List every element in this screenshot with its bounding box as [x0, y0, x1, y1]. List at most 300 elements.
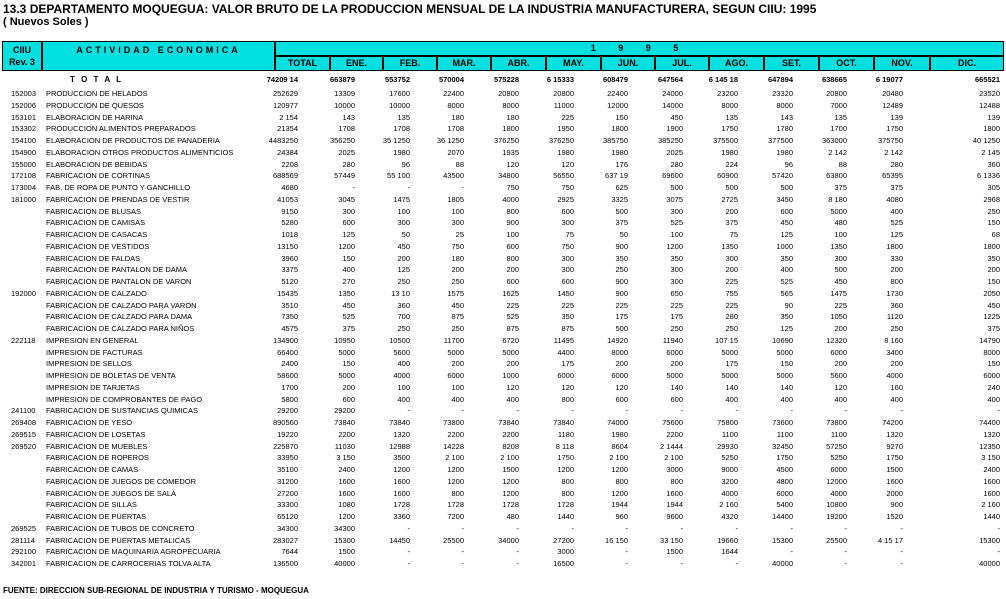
cell-set: 143 — [780, 112, 793, 122]
cell-nov: - — [900, 559, 903, 568]
cell-set: 1000 — [776, 241, 793, 251]
cell-abr: 750 — [506, 183, 519, 192]
cell-set: 500 — [780, 183, 793, 192]
cell-oct: 1350 — [830, 241, 847, 251]
cell-mar: 1728 — [447, 500, 464, 510]
cell-jul: - — [680, 559, 683, 568]
activity-name: FABRICACION DE JUEGOS DE SALA — [46, 488, 177, 498]
page-title: 13.3 DEPARTAMENTO MOQUEGUA: VALOR BRUTO DE LA PRODUCCION MENSUAL DE LA INDUSTRIA MANUFACTURERA, SEGUN CIIU: 1995 — [3, 2, 817, 16]
cell-nov: - — [900, 547, 903, 557]
cell-feb: 1320 — [393, 429, 410, 439]
cell-set: 96 — [784, 159, 793, 169]
cell-jun: 900 — [615, 288, 628, 298]
cell-abr: 100 — [506, 230, 519, 239]
cell-may: 800 — [561, 488, 574, 498]
cell-ago: 6 145 18 — [708, 75, 738, 84]
cell-oct: 300 — [834, 253, 847, 263]
header-col-6: JUN. — [601, 56, 655, 71]
cell-dic: 23520 — [979, 89, 1000, 98]
cell-nov: 400 — [890, 206, 903, 216]
table-row — [0, 476, 1006, 488]
cell-total: 2400 — [281, 359, 298, 369]
cell-nov: - — [900, 406, 903, 416]
cell-oct: 5250 — [830, 453, 847, 463]
cell-set: 15300 — [772, 535, 793, 545]
cell-nov: 280 — [890, 159, 903, 169]
cell-jun: - — [625, 547, 628, 557]
table-row — [0, 217, 1006, 229]
cell-set: 350 — [780, 312, 793, 322]
cell-jul: 225 — [670, 300, 683, 310]
cell-ene: 3 150 — [336, 453, 355, 463]
cell-may: 750 — [561, 241, 574, 251]
cell-mar: - — [461, 559, 464, 568]
table-row — [0, 229, 1006, 241]
cell-jul: 5000 — [666, 371, 683, 380]
cell-mar: 1575 — [447, 288, 464, 298]
activity-name: FABRICACION DE VESTIDOS — [46, 241, 150, 251]
cell-set: 350 — [780, 253, 793, 263]
total-row — [0, 74, 1006, 88]
cell-feb: 13 10 — [391, 288, 410, 298]
ciiu-code: 269515 — [11, 429, 37, 439]
cell-jun: 600 — [615, 394, 628, 404]
table-row — [0, 382, 1006, 394]
cell-mar: 2 100 — [445, 453, 464, 463]
cell-may: 1980 — [557, 147, 574, 157]
cell-feb: 14450 — [389, 535, 410, 545]
cell-oct: 120 — [834, 382, 847, 392]
cell-abr: 600 — [506, 277, 519, 286]
cell-jul: 3075 — [666, 194, 683, 204]
cell-abr: 8000 — [502, 100, 519, 110]
cell-ene: 1500 — [338, 547, 355, 557]
cell-jul: 2200 — [666, 429, 683, 439]
cell-jun: 12000 — [607, 100, 628, 110]
cell-dic: 15300 — [979, 535, 1000, 545]
cell-dic: 1600 — [983, 488, 1000, 498]
cell-abr: 5000 — [502, 347, 519, 357]
cell-ago: 60900 — [717, 171, 738, 181]
cell-total: 34300 — [277, 523, 298, 533]
cell-total: 4680 — [281, 183, 298, 192]
cell-jun: 1944 — [611, 500, 628, 510]
cell-feb: 450 — [397, 241, 410, 251]
cell-oct: 100 — [834, 230, 847, 239]
cell-total: 5800 — [281, 394, 298, 404]
cell-mar: 1708 — [447, 124, 464, 134]
cell-oct: 200 — [834, 324, 847, 333]
cell-nov: 375 — [890, 183, 903, 192]
cell-feb: 1200 — [393, 465, 410, 474]
cell-ene: 143 — [342, 112, 355, 122]
cell-ene: 1080 — [338, 500, 355, 510]
cell-nov: 525 — [890, 218, 903, 228]
activity-name: FABRICACION DE CORTINAS — [46, 171, 151, 181]
table-row — [0, 347, 1006, 359]
cell-feb: 100 — [397, 382, 410, 392]
cell-total: 21354 — [277, 124, 298, 134]
cell-nov: 360 — [890, 300, 903, 310]
header-rev-label: Rev. 3 — [9, 57, 35, 67]
cell-feb: 96 — [401, 159, 410, 169]
cell-jun: 637 19 — [605, 171, 628, 181]
cell-ene: 2400 — [338, 465, 355, 474]
cell-jun: 1800 — [611, 124, 628, 134]
cell-feb: 1600 — [393, 476, 410, 486]
cell-may: 350 — [561, 312, 574, 322]
cell-ago: - — [735, 523, 738, 533]
cell-feb: 135 — [397, 112, 410, 122]
cell-ene: 1600 — [338, 476, 355, 486]
cell-ene: 11030 — [334, 441, 355, 451]
cell-total: 41053 — [277, 194, 298, 204]
cell-dic: 3 150 — [981, 453, 1000, 463]
cell-ago: 23200 — [717, 89, 738, 98]
cell-ago: 1350 — [721, 241, 738, 251]
cell-ago: 2725 — [721, 194, 738, 204]
cell-jun: 1980 — [611, 147, 628, 157]
table-row — [0, 558, 1006, 570]
cell-dic: 2 160 — [981, 500, 1000, 510]
table-row — [0, 511, 1006, 523]
cell-dic: 2050 — [983, 288, 1000, 298]
cell-feb: 10000 — [389, 100, 410, 110]
cell-nov: 400 — [890, 394, 903, 404]
cell-feb: 400 — [397, 359, 410, 369]
cell-dic: 8000 — [983, 347, 1000, 357]
cell-abr: 4000 — [502, 194, 519, 204]
cell-dic: 12488 — [979, 100, 1000, 110]
cell-abr: - — [516, 406, 519, 416]
cell-ene: 375 — [342, 324, 355, 333]
cell-ago: 280 — [725, 312, 738, 322]
cell-oct: 1050 — [830, 312, 847, 322]
cell-oct: 25500 — [826, 535, 847, 545]
cell-abr: 900 — [506, 218, 519, 228]
table-row — [0, 147, 1006, 159]
activity-name: FABRICACION DE MAQUINARIA AGROPECUARIA — [46, 547, 221, 557]
cell-may: - — [571, 523, 574, 533]
cell-ene: 356250 — [329, 136, 355, 145]
table-row — [0, 135, 1006, 147]
cell-ene: 450 — [342, 300, 355, 310]
cell-jun: 150 — [615, 112, 628, 122]
cell-mar: - — [461, 406, 464, 416]
cell-mar: 2070 — [447, 147, 464, 157]
cell-ene: 400 — [342, 265, 355, 275]
table-row — [0, 170, 1006, 182]
cell-set: 8000 — [776, 100, 793, 110]
cell-ene: 600 — [342, 394, 355, 404]
cell-mar: 88 — [455, 159, 464, 169]
cell-jul: 14000 — [662, 100, 683, 110]
activity-name: PRODUCCION DE HELADOS — [46, 89, 148, 98]
activity-name: IMPRESION EN GENERAL — [46, 335, 139, 345]
cell-set: 4800 — [776, 476, 793, 486]
activity-name: FABRICACION DE CALZADO PARA NIÑOS — [46, 324, 195, 333]
cell-mar: 14228 — [443, 441, 464, 451]
table-row — [0, 535, 1006, 547]
cell-total: 19220 — [277, 429, 298, 439]
cell-ene: 1200 — [338, 512, 355, 521]
cell-total: 225870 — [272, 441, 298, 451]
cell-may: 376250 — [548, 136, 574, 145]
cell-dic: 250 — [987, 206, 1000, 216]
cell-set: 5400 — [776, 500, 793, 510]
cell-set: 4500 — [776, 465, 793, 474]
cell-jun: 22400 — [607, 89, 628, 98]
activity-name: IMPRESION DE BOLETAS DE VENTA — [46, 371, 176, 380]
cell-nov: 4000 — [886, 371, 903, 380]
cell-jul: 9600 — [666, 512, 683, 521]
cell-oct: 20800 — [826, 89, 847, 98]
cell-jul: 385250 — [657, 136, 683, 145]
cell-ene: 40000 — [334, 559, 355, 568]
cell-feb: 3500 — [393, 453, 410, 463]
header-col-7: JUL. — [655, 56, 709, 71]
cell-jul: 33 150 — [660, 535, 683, 545]
cell-ago: 29930 — [717, 441, 738, 451]
cell-may: 800 — [561, 476, 574, 486]
cell-feb: 250 — [397, 324, 410, 333]
cell-dic: 74400 — [979, 418, 1000, 427]
ciiu-code: 153101 — [11, 112, 37, 122]
cell-mar: 6000 — [447, 371, 464, 380]
activity-name: FABRICACION DE CALZADO PARA VARON — [46, 300, 197, 310]
cell-may: 2925 — [557, 194, 574, 204]
cell-mar: - — [461, 523, 464, 533]
cell-ago: 225 — [725, 300, 738, 310]
cell-dic: 150 — [987, 277, 1000, 286]
header-col-9: SET. — [764, 56, 819, 71]
cell-jul: 350 — [670, 253, 683, 263]
cell-abr: 180 — [506, 112, 519, 122]
cell-dic: 1225 — [983, 312, 1000, 322]
cell-abr: 600 — [506, 241, 519, 251]
header-ciiu — [2, 41, 42, 71]
cell-oct: 225 — [834, 300, 847, 310]
cell-ene: 5000 — [338, 347, 355, 357]
cell-nov: 1600 — [886, 476, 903, 486]
cell-feb: 17600 — [389, 89, 410, 98]
cell-nov: 8 160 — [884, 335, 903, 345]
cell-jul: 800 — [670, 476, 683, 486]
cell-total: 4483250 — [268, 136, 298, 145]
ciiu-code: 152006 — [11, 100, 37, 110]
activity-name: ELABORACION OTROS PRODUCTOS ALIMENTICIOS — [46, 147, 234, 157]
cell-jul: 69600 — [662, 171, 683, 181]
table-row — [0, 159, 1006, 171]
cell-may: - — [571, 406, 574, 416]
cell-oct: 5600 — [830, 371, 847, 380]
cell-mar: 800 — [451, 488, 464, 498]
activity-name: FABRICACION DE PUERTAS — [46, 512, 147, 521]
cell-jul: 600 — [670, 394, 683, 404]
cell-mar: 11700 — [443, 335, 464, 345]
cell-feb: 250 — [397, 277, 410, 286]
cell-may: 1450 — [557, 288, 574, 298]
ciiu-code: 269520 — [11, 441, 37, 451]
cell-jun: 800 — [615, 476, 628, 486]
cell-jun: 74000 — [607, 418, 628, 427]
cell-ene: 10000 — [334, 100, 355, 110]
cell-nov: 20480 — [882, 89, 903, 98]
cell-feb: 553752 — [384, 75, 410, 84]
cell-total: 24384 — [277, 147, 298, 157]
cell-feb: 50 — [401, 230, 410, 239]
cell-may: 20800 — [553, 89, 574, 98]
cell-jun: 6000 — [611, 371, 628, 380]
activity-name: IMPRESION DE COMPROBANTES DE PAGO — [46, 394, 203, 404]
activity-name: FABRICACION DE PANTALON DE DAMA — [46, 265, 187, 275]
cell-dic: 360 — [987, 159, 1000, 169]
cell-feb: 5600 — [393, 347, 410, 357]
cell-ago: 1644 — [721, 547, 738, 557]
activity-name: ELABORACION DE BEBIDAS — [46, 159, 148, 169]
cell-dic: 240 — [987, 382, 1000, 392]
cell-may: 73840 — [553, 418, 574, 427]
cell-may: 6000 — [557, 371, 574, 380]
cell-dic: 375 — [987, 324, 1000, 333]
cell-mar: 36 1250 — [436, 136, 464, 145]
activity-name: FAB. DE ROPA DE PUNTO Y GANCHILLO — [46, 183, 191, 192]
table-row — [0, 523, 1006, 535]
activity-name: FABRICACION DE LOSETAS — [46, 429, 146, 439]
cell-jul: 1600 — [666, 488, 683, 498]
cell-ago: 5250 — [721, 453, 738, 463]
cell-nov: 1500 — [886, 465, 903, 474]
cell-feb: 4000 — [393, 371, 410, 380]
cell-abr: 20800 — [498, 89, 519, 98]
cell-feb: 200 — [397, 253, 410, 263]
header-col-5: MAY. — [546, 56, 601, 71]
cell-mar: 8000 — [447, 100, 464, 110]
ciiu-code: 292100 — [11, 547, 37, 557]
cell-may: 11000 — [553, 100, 574, 110]
table-row — [0, 405, 1006, 417]
cell-abr: 376250 — [493, 136, 519, 145]
activity-name: ELABORACION DE HARINA — [46, 112, 144, 122]
cell-dic: 1800 — [983, 124, 1000, 134]
cell-may: 300 — [561, 218, 574, 228]
cell-nov: 2000 — [886, 488, 903, 498]
cell-mar: - — [461, 547, 464, 557]
cell-nov: 65395 — [882, 171, 903, 181]
cell-feb: 125 — [397, 265, 410, 275]
activity-name: FABRICACION DE PANTALON DE VARON — [46, 277, 192, 286]
cell-dic: - — [997, 547, 1000, 557]
cell-ene: 57449 — [334, 171, 355, 181]
cell-jun: 385750 — [602, 136, 628, 145]
cell-mar: 2200 — [447, 429, 464, 439]
cell-oct: - — [844, 523, 847, 533]
cell-ago: 224 — [725, 159, 738, 169]
cell-total: 1700 — [281, 382, 298, 392]
cell-jun: 608479 — [602, 75, 628, 84]
cell-may: 300 — [561, 265, 574, 275]
header-col-1: ENE. — [330, 56, 383, 71]
cell-abr: 8208 — [502, 441, 519, 451]
table-row — [0, 241, 1006, 253]
cell-nov: 125 — [890, 230, 903, 239]
cell-nov: 1730 — [886, 288, 903, 298]
table-row — [0, 88, 1006, 100]
table-row — [0, 335, 1006, 347]
cell-ago: 375 — [725, 218, 738, 228]
cell-ago: 75800 — [717, 418, 738, 427]
cell-jun: 14920 — [607, 335, 628, 345]
cell-nov: 1120 — [886, 312, 903, 322]
ciiu-code: 192000 — [11, 288, 37, 298]
cell-abr: 525 — [506, 312, 519, 322]
cell-jul: 75600 — [662, 418, 683, 427]
cell-ene: 525 — [342, 312, 355, 322]
cell-mar: 5000 — [447, 347, 464, 357]
cell-mar: 1200 — [447, 465, 464, 474]
header-col-2: FEB. — [383, 56, 437, 71]
cell-may: 600 — [561, 206, 574, 216]
cell-jul: 1944 — [666, 500, 683, 510]
cell-abr: 200 — [506, 359, 519, 369]
table-row — [0, 546, 1006, 558]
cell-mar: - — [461, 183, 464, 192]
cell-mar: 73800 — [443, 418, 464, 427]
cell-abr: 2 100 — [500, 453, 519, 463]
cell-total: 2 154 — [279, 112, 298, 122]
table-row — [0, 441, 1006, 453]
activity-name: FABRICACION DE PUERTAS METALICAS — [46, 535, 191, 545]
cell-mar: 7200 — [447, 512, 464, 521]
cell-ene: 125 — [342, 230, 355, 239]
cell-ago: 175 — [725, 359, 738, 369]
ciiu-code: 152003 — [11, 89, 37, 98]
cell-total: 13150 — [277, 241, 298, 251]
ciiu-code: 172108 — [11, 171, 37, 181]
cell-set: 150 — [780, 359, 793, 369]
cell-total: 7644 — [281, 547, 298, 557]
cell-jun: 900 — [615, 277, 628, 286]
header-col-0: TOTAL — [275, 56, 330, 71]
cell-jul: 1900 — [666, 124, 683, 134]
cell-abr: 34800 — [498, 171, 519, 181]
cell-set: 125 — [780, 230, 793, 239]
cell-may: 225 — [561, 300, 574, 310]
cell-total: 252629 — [272, 89, 298, 98]
cell-oct: 10800 — [826, 500, 847, 510]
cell-ago: 4320 — [721, 512, 738, 521]
cell-may: 3000 — [557, 547, 574, 557]
cell-total: 58600 — [277, 371, 298, 380]
cell-may: 1950 — [557, 124, 574, 134]
cell-may: 750 — [561, 183, 574, 192]
cell-may: 1440 — [557, 512, 574, 521]
cell-total: 283027 — [272, 535, 298, 545]
cell-oct: 5000 — [830, 206, 847, 216]
table-row — [0, 394, 1006, 406]
cell-jun: 175 — [615, 312, 628, 322]
cell-feb: 400 — [397, 394, 410, 404]
cell-may: 1180 — [557, 429, 574, 439]
cell-jul: - — [680, 523, 683, 533]
cell-jun: - — [625, 559, 628, 568]
cell-total: 7350 — [281, 312, 298, 322]
header-col-8: AGO. — [709, 56, 764, 71]
cell-nov: 375750 — [877, 136, 903, 145]
table-row — [0, 323, 1006, 335]
table-row — [0, 253, 1006, 265]
cell-oct: 8 180 — [828, 194, 847, 204]
